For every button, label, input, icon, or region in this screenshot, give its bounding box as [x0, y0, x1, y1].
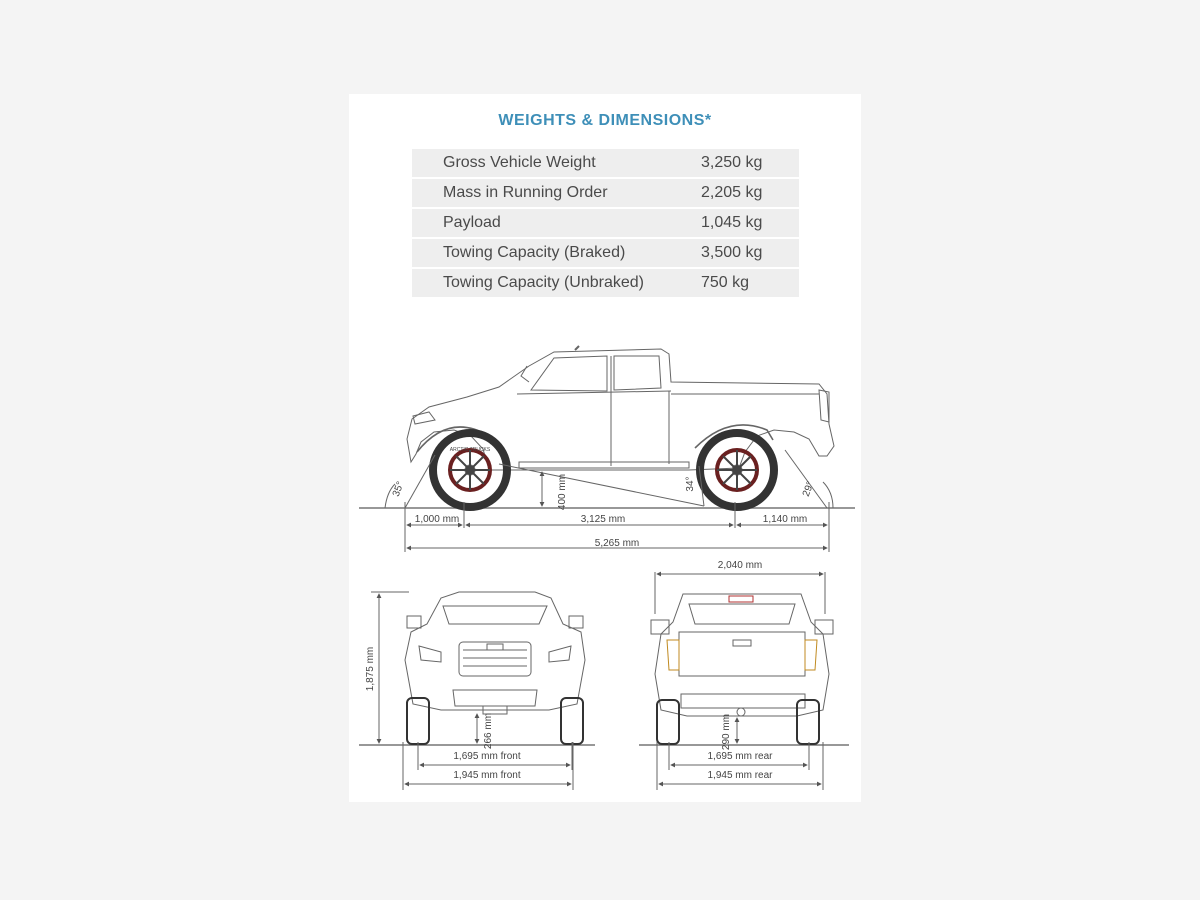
- right-tyre: [797, 700, 819, 744]
- front-overhang-label: 1,000 mm: [414, 514, 460, 525]
- left-headlight: [419, 646, 441, 662]
- left-mirror: [651, 620, 669, 634]
- windshield: [443, 606, 547, 624]
- spec-label: Towing Capacity (Braked): [443, 244, 626, 261]
- breakover-angle-label: 34°: [685, 476, 696, 492]
- rear-width-label: 1,945 mm rear: [707, 770, 773, 781]
- rear-overhang-label: 1,140 mm: [762, 514, 808, 525]
- right-headlight: [549, 646, 571, 662]
- rear-view-labels: [707, 560, 773, 781]
- spec-value: 2,205 kg: [701, 184, 763, 201]
- mirror: [521, 366, 529, 382]
- brake-light: [729, 596, 753, 602]
- belt-line: [517, 391, 671, 394]
- rear-bumper: [681, 694, 805, 708]
- approach-angle-line: [405, 455, 435, 508]
- rear-track-label: 1,695 mm rear: [707, 751, 773, 762]
- spec-label: Mass in Running Order: [443, 184, 608, 201]
- left-mirror: [407, 616, 421, 628]
- mirror-width-label: 2,040 mm: [717, 560, 763, 571]
- bumper: [453, 690, 537, 706]
- front-clearance-label: 266 mm: [483, 712, 494, 750]
- antenna: [575, 346, 579, 350]
- page-title: WEIGHTS & DIMENSIONS*: [498, 112, 712, 129]
- spec-label: Payload: [443, 214, 501, 231]
- wheelbase-label: 3,125 mm: [580, 514, 626, 525]
- right-mirror: [815, 620, 833, 634]
- overall-length-label: 5,265 mm: [594, 538, 640, 549]
- spec-sheet: [349, 94, 861, 802]
- spec-value: 3,500 kg: [701, 244, 763, 261]
- rear-clearance-label: 290 mm: [721, 713, 732, 751]
- vehicle-drawings: [349, 94, 861, 802]
- spec-label: Towing Capacity (Unbraked): [443, 274, 644, 291]
- departure-angle-label: 29°: [800, 480, 817, 499]
- headlight: [413, 412, 435, 424]
- front-window: [531, 356, 607, 391]
- logo-badge: [487, 644, 503, 650]
- rear-wheel: [700, 433, 774, 507]
- truck-front-body: [405, 592, 585, 710]
- grille-bars: [463, 650, 527, 666]
- height-label: 1,875 mm: [365, 646, 376, 692]
- spec-label: Gross Vehicle Weight: [443, 154, 596, 171]
- left-taillight: [667, 640, 679, 670]
- front-track-label: 1,695 mm front: [453, 751, 521, 762]
- spec-value: 750 kg: [701, 274, 750, 291]
- front-width-label: 1,945 mm front: [453, 770, 521, 781]
- departure-angle-line: [785, 450, 827, 508]
- rear-window: [614, 356, 661, 390]
- tailgate-badge: [733, 640, 751, 646]
- side-step: [519, 462, 689, 468]
- tyre-text: ARCTIC TRUCKS: [449, 447, 491, 453]
- tailgate: [679, 632, 805, 676]
- right-mirror: [569, 616, 583, 628]
- right-taillight: [805, 640, 817, 670]
- ground-clearance-label: 400 mm: [557, 473, 568, 511]
- tow-ball: [737, 708, 745, 716]
- grille: [459, 642, 531, 676]
- approach-angle-label: 35°: [390, 480, 407, 499]
- rear-window: [689, 604, 795, 624]
- spec-value: 1,045 kg: [701, 214, 763, 231]
- spec-value: 3,250 kg: [701, 154, 763, 171]
